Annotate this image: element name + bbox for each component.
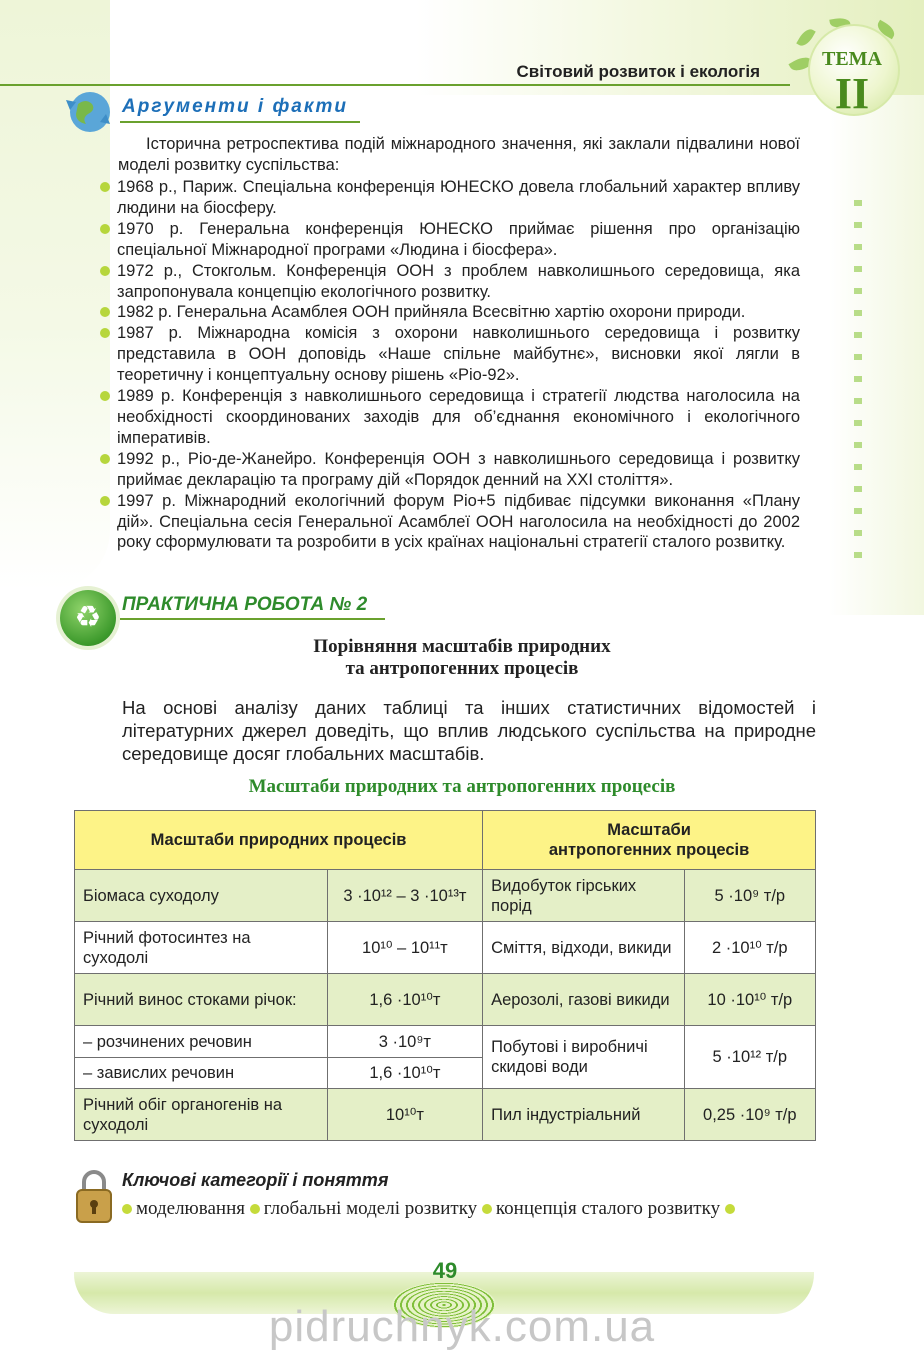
bullet-dot — [100, 224, 110, 234]
practical-heading-line1: Порівняння масштабів природних — [313, 636, 611, 657]
list-item: 1972 р., Стокгольм. Конференція ООН з проблем навколишнього середовища, яка запропонувала концепцію екологічного розвитку. — [98, 261, 800, 303]
key-concepts-title: Ключові категорії і поняття — [122, 1170, 389, 1190]
cell-natural-value: 10¹⁰ – 10¹¹т — [327, 922, 482, 974]
key-concepts-list — [122, 1197, 816, 1221]
key-concept: концепція сталого розвитку — [495, 1198, 721, 1219]
lock-icon — [74, 1168, 114, 1224]
list-item: 1992 р., Ріо-де-Жанейро. Конференція ООН з навколишнього середовища і розвитку приймає декларацію та програму дій «Порядок денний на XXI століття». — [98, 449, 800, 491]
cell-natural-label: – завислих речовин — [75, 1058, 328, 1089]
cell-natural-label: Річний фотосинтез на суходолі — [75, 922, 328, 974]
list-item: 1987 р. Міжнародна комісія з охорони навколишнього середовища і розвитку представила в ООН доповідь «Наше спільне майбутнє», висновки якої лягли в теоретичну і концептуальну основу рішень «Ріо-92». — [98, 323, 800, 386]
cell-anthro-label: Побутові і виробничі скидові води — [483, 1026, 685, 1089]
watermark: pidruchnyk.com.ua — [268, 1302, 656, 1351]
bullet-dot — [100, 496, 110, 506]
list-item: 1997 р. Міжнародний екологічний форум Ріо+5 підбиває підсумки виконання «Плану дій». Спеціальна сесія Генеральної Асамблеї ООН наголосила на необхідності до 2002 року сформулювати та розробити в усіх країнах національні стратегії сталого розвитку. — [98, 491, 800, 554]
leaf-icon — [796, 26, 816, 49]
facts-intro: Історична ретроспектива подій міжнародного значення, які заклали підвалини нової моделі розвитку суспільства: — [118, 135, 800, 174]
globe-recycle-icon — [58, 84, 118, 140]
table-row — [75, 1026, 816, 1058]
table-caption: Масштаби природних та антропогенних процесів — [248, 776, 676, 797]
tema-badge — [790, 18, 910, 128]
bullet-dot — [122, 1204, 132, 1214]
page-number: 49 — [432, 1258, 458, 1283]
cell-anthro-label: Пил індустріальний — [483, 1089, 685, 1141]
list-item: 1982 р. Генеральна Асамблея ООН прийняла Всесвітню хартію охорони природи. — [98, 302, 800, 323]
practical-title-underline — [120, 618, 385, 620]
header-anthropogenic: Масштаби антропогенних процесів — [483, 811, 816, 870]
key-concept: моделювання — [136, 1198, 245, 1219]
tema-label: ТЕМА — [822, 48, 882, 70]
section-title-underline — [120, 121, 360, 123]
bullet-dot — [100, 266, 110, 276]
scales-table — [74, 810, 816, 1141]
cell-anthro-value: 2 ·10¹⁰ т/р — [684, 922, 815, 974]
header-divider — [0, 84, 790, 86]
cell-natural-value: 10¹⁰т — [327, 1089, 482, 1141]
recycle-icon: ♻ — [60, 590, 116, 646]
cell-natural-label: Біомаса суходолу — [75, 870, 328, 922]
cell-natural-label: Річний винос стоками річок: — [75, 974, 328, 1026]
bullet-dot — [100, 182, 110, 192]
cell-anthro-label: Аерозолі, газові викиди — [483, 974, 685, 1026]
running-header-title: Світовий розвиток і екологія — [516, 62, 760, 81]
table-row — [75, 870, 816, 922]
facts-list — [98, 177, 800, 553]
page-top-background — [0, 0, 924, 95]
cell-anthro-value: 5 ·10⁹ т/р — [684, 870, 815, 922]
bullet-dot — [100, 307, 110, 317]
right-margin-dots — [854, 200, 862, 560]
cell-anthro-label: Видобуток гірських порід — [483, 870, 685, 922]
cell-natural-value: 1,6 ·10¹⁰т — [327, 1058, 482, 1089]
table-row — [75, 1089, 816, 1141]
bullet-dot — [250, 1204, 260, 1214]
bullet-dot — [725, 1204, 735, 1214]
table-header-row — [75, 811, 816, 870]
cell-anthro-value: 0,25 ·10⁹ т/р — [684, 1089, 815, 1141]
right-margin-background — [829, 95, 924, 615]
list-item: 1989 р. Конференція з навколишнього середовища і стратегії людства наголосила на необхідності скоординованих заходів для об’єднання економічного і екологічного імперативів. — [98, 386, 800, 449]
table-row — [75, 922, 816, 974]
cell-natural-label: Річний обіг органогенів на суходолі — [75, 1089, 328, 1141]
bullet-dot — [100, 391, 110, 401]
list-item: 1970 р. Генеральна конференція ЮНЕСКО приймає рішення про організацію спеціальної Міжнародної програми «Людина і біосфера». — [98, 219, 800, 261]
key-concept: глобальні моделі розвитку — [263, 1198, 478, 1219]
practical-heading-line2: та антропогенних процесів — [345, 658, 579, 679]
cell-natural-label: – розчинених речовин — [75, 1026, 328, 1058]
cell-anthro-label: Сміття, відходи, викиди — [483, 922, 685, 974]
bullet-dot — [100, 454, 110, 464]
table-row — [75, 974, 816, 1026]
bullet-dot — [100, 328, 110, 338]
cell-natural-value: 3 ·10⁹т — [327, 1026, 482, 1058]
tema-number: II — [834, 69, 870, 118]
cell-natural-value: 1,6 ·10¹⁰т — [327, 974, 482, 1026]
list-item: 1968 р., Париж. Спеціальна конференція ЮНЕСКО довела глобальний характер впливу людини на біосферу. — [98, 177, 800, 219]
bullet-dot — [482, 1204, 492, 1214]
practical-work-title: ПРАКТИЧНА РОБОТА № 2 — [122, 594, 368, 615]
cell-anthro-value: 5 ·10¹² т/р — [684, 1026, 815, 1089]
cell-natural-value: 3 ·10¹² – 3 ·10¹³т — [327, 870, 482, 922]
cell-anthro-value: 10 ·10¹⁰ т/р — [684, 974, 815, 1026]
header-natural: Масштаби природних процесів — [75, 811, 483, 870]
practical-task-text: На основі аналізу даних таблиці та інших статистичних відомостей і літературних джерел доведіть, що вплив людського суспільства на природне середовище досяг глобальних масштабів. — [122, 697, 816, 764]
section-title-facts: Аргументи і факти — [122, 96, 348, 117]
